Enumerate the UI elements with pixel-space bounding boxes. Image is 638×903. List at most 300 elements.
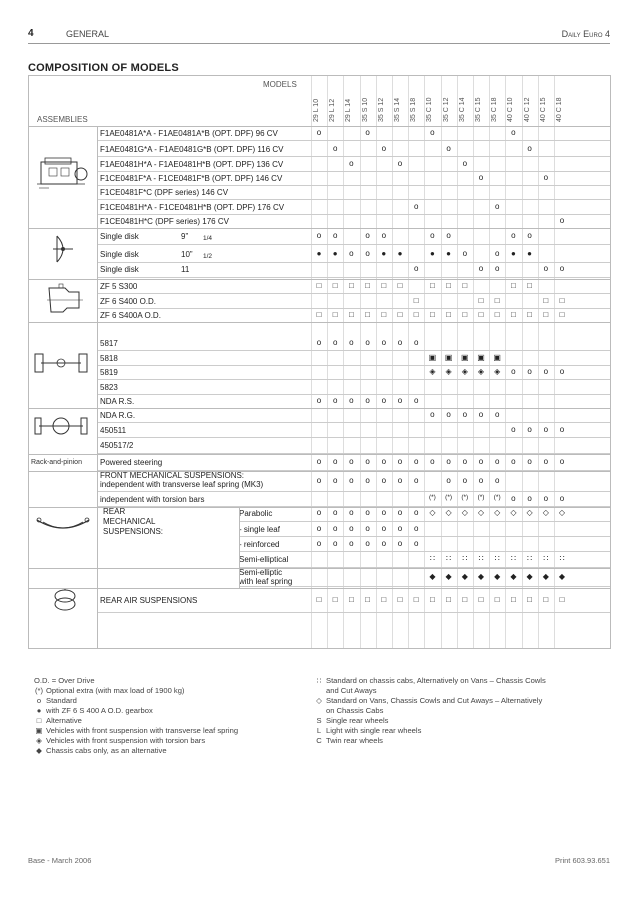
model-mark: o (413, 337, 419, 347)
model-mark: o (349, 395, 354, 405)
leaf-spring-icon (35, 514, 91, 536)
model-mark: ● (429, 248, 435, 258)
legend-text: Light with single rear wheels (326, 726, 422, 735)
table-row (97, 365, 609, 379)
model-mark: □ (478, 295, 484, 305)
models-header: MODELS (263, 80, 297, 89)
model-mark: o (446, 409, 451, 419)
legend-symbol: ◇ (316, 696, 322, 705)
legend-item (314, 726, 546, 736)
model-mark: o (332, 508, 338, 517)
model-mark: □ (332, 280, 338, 290)
model-mark: (*) (477, 493, 485, 501)
row-label: FRONT MECHANICAL SUSPENSIONS: (100, 471, 245, 480)
row-label: F1CE0481H*C (DPF series) 176 CV (100, 216, 229, 226)
model-mark: ◈ (461, 366, 468, 376)
row-label: Single disk (100, 265, 139, 274)
model-mark: ∷ (543, 554, 549, 563)
row-label: REAR AIR SUSPENSIONS (100, 595, 198, 605)
table-row (97, 214, 609, 228)
model-mark: o (543, 172, 549, 182)
model-mark: o (462, 158, 468, 168)
row-label: Parabolic (239, 509, 273, 518)
model-mark: o (413, 201, 419, 211)
legend-text: on Chassis Cabs (326, 706, 384, 715)
model-mark: ∷ (527, 554, 533, 563)
model-mark: o (365, 337, 370, 347)
group-divider (29, 454, 610, 455)
model-mark: o (430, 456, 435, 466)
model-mark: o (349, 456, 354, 466)
legend-item (314, 676, 546, 686)
row-label: 5817 (100, 338, 118, 348)
model-mark: ▣ (461, 352, 469, 362)
row-label: independent with torsion bars (100, 494, 205, 504)
table-row (97, 262, 609, 277)
legend-item (34, 696, 238, 706)
legend-text: Standard on Vans, Chassis Cowls and Cut Aways – Alternatively (326, 696, 543, 705)
model-mark: o (478, 172, 484, 182)
model-mark: □ (381, 309, 387, 319)
model-mark: □ (429, 594, 435, 604)
row-label: F1CE0481H*A - F1CE0481H*B (OPT. DPF) 176 CV (100, 202, 285, 212)
group-label-rack-and-pinion: Rack-and-pinion (31, 459, 82, 466)
model-mark: o (397, 456, 403, 466)
model-mark: o (527, 456, 532, 466)
model-header-35s14: 35 S 14 (394, 97, 401, 122)
model-mark: ▣ (444, 352, 453, 362)
legend-symbol: o (36, 696, 42, 705)
model-mark: o (543, 493, 549, 503)
legend-symbol: L (316, 726, 322, 735)
model-mark: □ (462, 280, 468, 290)
table-row (97, 157, 609, 171)
table-row (97, 228, 609, 244)
model-mark: (*) (493, 493, 501, 501)
legend-symbol: □ (36, 716, 42, 725)
legend-right (314, 676, 546, 746)
model-mark: o (527, 424, 532, 434)
row-label: NDA R.S. (100, 396, 135, 406)
model-header-40c15: 40 C 15 (539, 97, 547, 122)
model-mark: o (349, 508, 354, 517)
row-label: - single leaf (239, 524, 280, 534)
model-mark: □ (462, 309, 468, 319)
model-mark: o (559, 424, 565, 434)
model-mark: □ (413, 309, 419, 319)
model-mark: □ (543, 594, 549, 604)
table-row (97, 380, 609, 394)
model-mark: o (397, 508, 403, 517)
legend-text: with ZF 6 S 400 A O.D. gearbox (46, 706, 153, 715)
legend-item (34, 676, 238, 686)
model-mark: o (349, 538, 354, 548)
model-mark: o (462, 456, 468, 466)
table-row (97, 423, 609, 437)
model-mark: □ (527, 594, 533, 604)
model-mark: ∷ (559, 554, 565, 563)
group-divider (29, 322, 610, 323)
table-row (97, 454, 609, 470)
model-mark: □ (316, 309, 322, 319)
front-axle-icon (33, 348, 89, 378)
row-label: ZF 6 S400A O.D. (100, 310, 161, 320)
legend-item (34, 736, 238, 746)
legend-text: and Cut Aways (326, 686, 377, 695)
model-mark: o (478, 264, 484, 273)
model-mark: ∷ (462, 554, 468, 563)
model-mark: o (397, 538, 403, 548)
row-label: F1CE0481F*A - F1CE0481F*B (OPT. DPF) 146 CV (100, 173, 283, 183)
model-mark: (*) (428, 493, 436, 501)
legend-symbol: C (316, 736, 322, 745)
model-mark: o (559, 493, 565, 503)
model-mark: o (316, 508, 322, 517)
legend-item (34, 686, 238, 696)
model-mark: □ (397, 309, 403, 319)
model-mark: o (381, 475, 387, 485)
model-mark: o (332, 456, 338, 466)
model-header-35c14: 35 C 14 (458, 97, 466, 122)
model-mark: o (381, 230, 387, 240)
row-divider (97, 140, 610, 141)
table-row (97, 537, 609, 551)
row-sublabel: with leaf spring (239, 577, 293, 586)
row-sublabel: independent with transverse leaf spring (MK3) (100, 480, 264, 489)
table-row (97, 200, 609, 214)
legend-symbol: ● (36, 706, 42, 715)
model-mark: o (316, 456, 322, 466)
table-row (97, 142, 609, 156)
table-row (97, 552, 609, 567)
model-mark: o (381, 508, 387, 517)
row-label: Single disk (100, 249, 139, 259)
model-mark: ∷ (478, 554, 484, 563)
model-mark: o (365, 538, 370, 548)
model-mark: ▣ (428, 352, 437, 362)
model-mark: o (349, 523, 354, 533)
group-divider (29, 588, 610, 589)
clutch-icon (51, 232, 77, 266)
model-mark: o (365, 230, 370, 240)
model-mark: □ (559, 295, 565, 305)
model-mark: ◆ (445, 571, 452, 581)
row-label: ZF 6 S400 O.D. (100, 296, 157, 306)
model-mark: □ (559, 309, 565, 319)
model-mark: o (316, 475, 322, 485)
model-mark: ● (316, 248, 322, 258)
model-mark: ◆ (494, 571, 501, 581)
model-mark: □ (413, 295, 419, 305)
legend-symbol: S (316, 716, 322, 725)
model-mark: ● (397, 248, 403, 258)
legend-text: Standard on chassis cabs, Alternatively on Vans – Chassis Cowls (326, 676, 546, 685)
model-mark: o (316, 127, 322, 137)
model-mark: □ (494, 295, 500, 305)
model-mark: (*) (461, 493, 469, 501)
model-mark: o (494, 248, 500, 258)
table-row (97, 471, 609, 491)
model-mark: ∷ (510, 554, 516, 563)
model-mark: o (413, 395, 419, 405)
model-mark: o (365, 508, 370, 517)
model-mark: □ (381, 280, 387, 290)
model-mark: ◆ (461, 571, 468, 581)
row-divider (97, 612, 610, 613)
model-header-40c12: 40 C 12 (523, 97, 531, 122)
table-row (97, 394, 609, 408)
model-mark: ● (527, 248, 533, 258)
model-mark: o (397, 475, 403, 485)
model-mark: ◇ (477, 508, 485, 517)
row-label: 450511 (100, 425, 127, 435)
legend-symbol: ◈ (36, 736, 42, 745)
model-mark: o (543, 456, 549, 466)
model-mark: o (413, 475, 419, 485)
model-mark: □ (543, 309, 549, 319)
model-mark: o (332, 230, 338, 240)
model-mark: o (365, 523, 370, 533)
model-mark: o (559, 366, 565, 376)
model-mark: □ (446, 280, 452, 290)
rear-mechanical-suspensions-label: REAR MECHANICAL SUSPENSIONS: (103, 507, 164, 536)
publication-name: Daily Euro 4 (561, 29, 610, 39)
model-mark: o (413, 456, 419, 466)
model-mark: □ (510, 280, 516, 290)
table-row (97, 438, 609, 453)
model-header-29l14: 29 L 14 (345, 98, 353, 122)
row-divider (97, 277, 610, 278)
model-mark: o (462, 248, 468, 258)
model-mark: o (413, 508, 419, 517)
model-mark: ∷ (429, 554, 435, 563)
model-mark: ◇ (461, 508, 468, 517)
table-row (97, 294, 609, 308)
model-mark: □ (510, 309, 516, 319)
model-mark: □ (397, 280, 403, 290)
legend-item (314, 696, 546, 706)
group-divider (29, 507, 610, 508)
model-mark: □ (397, 594, 403, 604)
row-label: F1AE0481G*A - F1AE0481G*B (OPT. DPF) 116 CV (100, 144, 284, 154)
model-mark: ◈ (494, 366, 501, 376)
row-label: 450517/2 (100, 441, 134, 450)
row-label: ZF 5 S300 (100, 281, 138, 291)
model-mark: □ (559, 594, 565, 604)
footer-print-code: Print 603.93.651 (554, 856, 610, 865)
model-mark: o (446, 475, 451, 485)
page-number: 4 (28, 28, 34, 39)
model-mark: o (494, 409, 500, 419)
model-mark: ▣ (493, 352, 501, 362)
model-mark: o (397, 158, 403, 168)
row-label: F1CE0481F*C (DPF series) 146 CV (100, 187, 229, 197)
model-mark: o (494, 456, 500, 466)
column-divider (239, 507, 240, 588)
model-mark: o (332, 143, 338, 153)
model-mark: o (511, 493, 516, 503)
model-mark: ◇ (542, 508, 549, 517)
model-mark: □ (332, 594, 338, 604)
model-mark: □ (510, 594, 516, 604)
model-mark: ◈ (429, 366, 436, 376)
model-mark: o (365, 127, 370, 137)
model-mark: o (446, 456, 451, 466)
row-label-size: 10” (181, 249, 193, 259)
model-mark: ◇ (510, 508, 517, 517)
model-mark: ● (381, 248, 387, 258)
assemblies-header: ASSEMBLIES (37, 115, 88, 124)
model-mark: ● (446, 248, 452, 258)
model-mark: o (494, 201, 500, 211)
legend-symbol: ▣ (35, 726, 43, 735)
model-mark: o (349, 248, 354, 258)
model-mark: o (349, 158, 354, 168)
group-divider (29, 568, 610, 569)
group-divider (29, 126, 610, 127)
legend-text: Alternative (46, 716, 82, 725)
model-mark: o (478, 475, 484, 485)
model-mark: o (381, 538, 387, 548)
legend-text: Single rear wheels (326, 716, 389, 725)
row-divider (97, 244, 610, 245)
table-row (97, 246, 609, 262)
model-mark: o (446, 143, 451, 153)
row-label: F1AE0481A*A - F1AE0481A*B (OPT. DPF) 96 CV (100, 128, 278, 138)
row-label: 5819 (100, 367, 118, 377)
model-mark: □ (527, 309, 533, 319)
model-mark: o (559, 456, 565, 466)
legend-item-continued (314, 706, 546, 716)
model-mark: o (316, 523, 322, 533)
model-header-35s10: 35 S 10 (361, 97, 369, 122)
table-row (97, 588, 609, 612)
model-mark: o (527, 366, 532, 376)
model-mark: o (316, 538, 322, 548)
legend-symbol: (*) (34, 686, 43, 695)
model-mark: o (559, 264, 565, 273)
row-label: Powered steering (100, 457, 163, 467)
model-mark: □ (348, 280, 354, 290)
group-divider (29, 471, 610, 472)
model-mark: o (543, 366, 549, 376)
model-mark: o (381, 143, 387, 153)
legend-item-continued (314, 686, 546, 696)
row-label: NDA R.G. (100, 410, 136, 420)
model-mark: □ (365, 309, 371, 319)
legend-symbol: ∷ (316, 676, 322, 685)
model-mark: ◆ (510, 571, 517, 581)
model-header-40c18: 40 C 18 (556, 97, 563, 122)
legend-text: Vehicles with front suspension with torsion bars (46, 736, 206, 745)
model-mark: (*) (445, 493, 453, 501)
table-row (97, 522, 609, 536)
model-mark: o (511, 127, 516, 137)
row-label-fraction: 1/2 (203, 252, 213, 260)
model-mark: o (381, 456, 387, 466)
legend-item (34, 746, 238, 756)
legend-text: O.D. = Over Drive (34, 676, 95, 685)
group-divider (29, 279, 610, 280)
model-mark: o (543, 424, 549, 434)
engine-icon (35, 154, 91, 194)
row-label-size: 11 (181, 265, 190, 274)
model-header-35s12: 35 S 12 (377, 97, 385, 122)
footer-base-date: Base - March 2006 (28, 856, 92, 865)
model-header-40c10: 40 C 10 (507, 97, 515, 122)
model-mark: o (478, 409, 484, 419)
model-mark: o (397, 395, 403, 405)
model-mark: o (349, 475, 354, 485)
model-mark: □ (365, 280, 371, 290)
legend-text: Twin rear wheels (326, 736, 383, 745)
group-divider (29, 228, 610, 229)
table-row (97, 126, 609, 140)
model-mark: o (316, 395, 322, 405)
model-mark: o (511, 424, 516, 434)
model-mark: o (381, 523, 387, 533)
model-mark: o (413, 538, 419, 548)
model-header-29l12: 29 L 12 (329, 98, 337, 122)
model-mark: □ (429, 309, 435, 319)
model-mark: o (397, 337, 403, 347)
model-mark: o (478, 456, 484, 466)
table-row (97, 185, 609, 199)
row-label: Single disk (100, 231, 139, 241)
model-mark: o (511, 366, 516, 376)
table-row (97, 171, 609, 185)
model-mark: o (527, 143, 532, 153)
model-mark: ▣ (477, 352, 485, 362)
model-mark: o (365, 475, 370, 485)
model-header-29l10: 29 L 10 (313, 98, 320, 122)
model-mark: o (332, 395, 338, 405)
model-mark: o (332, 475, 338, 485)
legend-text: Chassis cabs only, as an alternative (46, 746, 167, 755)
model-mark: ◇ (494, 508, 501, 517)
model-mark: ◆ (542, 571, 549, 581)
model-mark: o (332, 523, 338, 533)
model-mark: o (349, 337, 354, 347)
model-mark: ◈ (477, 366, 485, 376)
model-mark: □ (446, 594, 452, 604)
model-mark: o (413, 264, 419, 273)
model-mark: □ (494, 594, 500, 604)
model-mark: □ (446, 309, 452, 319)
row-label: 5818 (100, 353, 118, 363)
model-mark: ◈ (445, 366, 452, 376)
table-row (97, 506, 609, 521)
air-spring-icon (51, 587, 79, 613)
table-row (97, 568, 609, 586)
model-mark: o (511, 230, 516, 240)
model-mark: ◇ (526, 508, 533, 517)
table-row (97, 308, 609, 322)
table-row (97, 336, 609, 350)
row-label: Semi-elliptical (239, 555, 289, 564)
row-label: - reinforced (239, 539, 280, 549)
model-mark: ◇ (558, 508, 566, 517)
model-mark: o (527, 230, 532, 240)
legend-left (34, 676, 238, 756)
section-title: GENERAL (66, 29, 110, 39)
gearbox-icon (45, 282, 85, 316)
model-header-35c12: 35 C 12 (442, 97, 450, 122)
model-mark: o (494, 475, 500, 485)
model-mark: o (365, 248, 370, 258)
page-title: COMPOSITION OF MODELS (28, 62, 179, 74)
model-mark: ◆ (429, 571, 436, 581)
